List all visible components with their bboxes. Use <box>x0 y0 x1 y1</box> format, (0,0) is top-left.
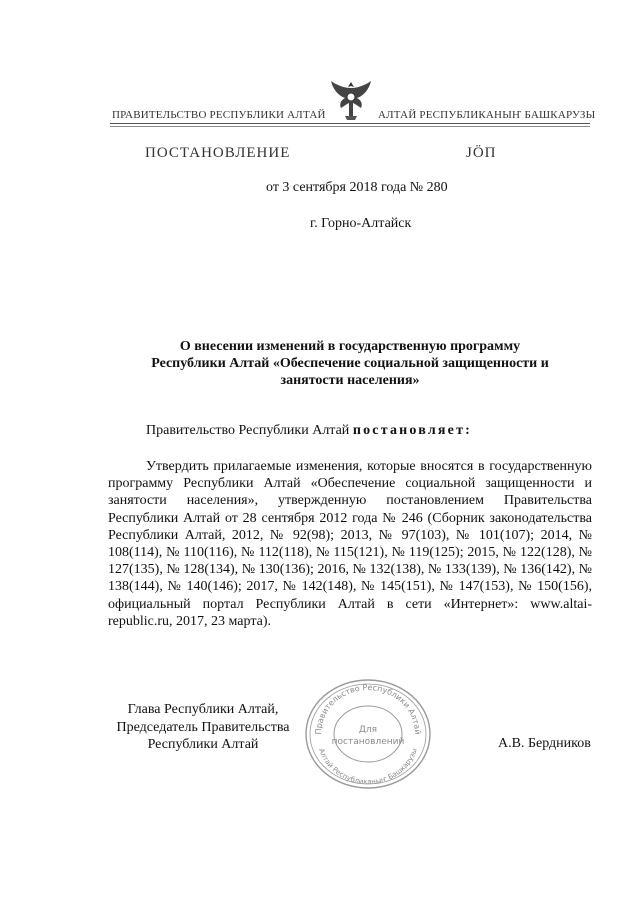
preamble-verb: постановляет: <box>352 423 473 438</box>
title-line: занятости населения» <box>280 373 420 388</box>
position-line: Республики Алтай <box>147 737 259 752</box>
title-line: О внесении изменений в государственную программу <box>179 339 521 354</box>
stamp-center-line1: Для <box>358 725 378 735</box>
official-stamp-icon <box>303 678 433 790</box>
document-city: г. Горно-Алтайск <box>310 216 412 231</box>
stamp-text-top: Правительство Республики Алтай <box>313 682 423 735</box>
doc-kind-alt: ЈӦП <box>466 145 497 161</box>
signer-name: А.В. Бердников <box>498 736 591 751</box>
header-government-name-alt: АЛТАЙ РЕСПУБЛИКАНЫҤ БАШКАРУЗЫ <box>378 109 596 121</box>
stamp-center-line2: постановлений <box>331 737 405 747</box>
coat-of-arms-eagle-icon <box>329 78 373 122</box>
signatory-position <box>108 701 298 754</box>
doc-kind-ru: ПОСТАНОВЛЕНИЕ <box>145 145 291 161</box>
position-line: Глава Республики Алтай, <box>127 702 279 717</box>
header-rule-thin <box>110 126 590 127</box>
document-date: от 3 сентября 2018 года № 280 <box>266 180 448 195</box>
header-rule <box>110 123 590 124</box>
position-line: Председатель Правительства <box>116 719 290 735</box>
body-text: Утвердить прилагаемые изменения, которые вносятся в государственную программу Республики Алтай «Обеспечение социальной защищенности и занятости населения», утвержденную постановлением Правительства Республики Алтай от 28 сентября 2012 года № 246 (Сборник законодательства Республики Алтай, 2012, № 92(98); 2013, № 97(103), № 101(107); 2014, № 108(114), № 110(116), № 112(118), № 115(121), № 119(125); 2015, № 122(128), № 127(135), № 128(134), № 130(136); 2016, № 132(138), № 133(139), № 136(142), № 138(144), № 140(146); 2017, № 142(148), № 145(151), № 147(153), № 150(156), официальный портал Республики Алтай в сети «Интернет»: www.altai-republic.ru, 2017, 23 марта). <box>108 459 592 629</box>
stamp-text-bottom: Алтай Республиканыҥ Башкарузы <box>317 747 419 787</box>
svg-text:Алтай Республиканыҥ Башкарузы <box>317 747 419 786</box>
preamble <box>146 423 472 439</box>
body-paragraph <box>108 458 592 630</box>
document-title <box>110 338 590 389</box>
preamble-text: Правительство Республики Алтай <box>146 423 350 438</box>
header-government-name-ru: ПРАВИТЕЛЬСТВО РЕСПУБЛИКИ АЛТАЙ <box>112 109 326 121</box>
title-line: Республики Алтай «Обеспечение социальной защищенности и <box>151 356 549 371</box>
